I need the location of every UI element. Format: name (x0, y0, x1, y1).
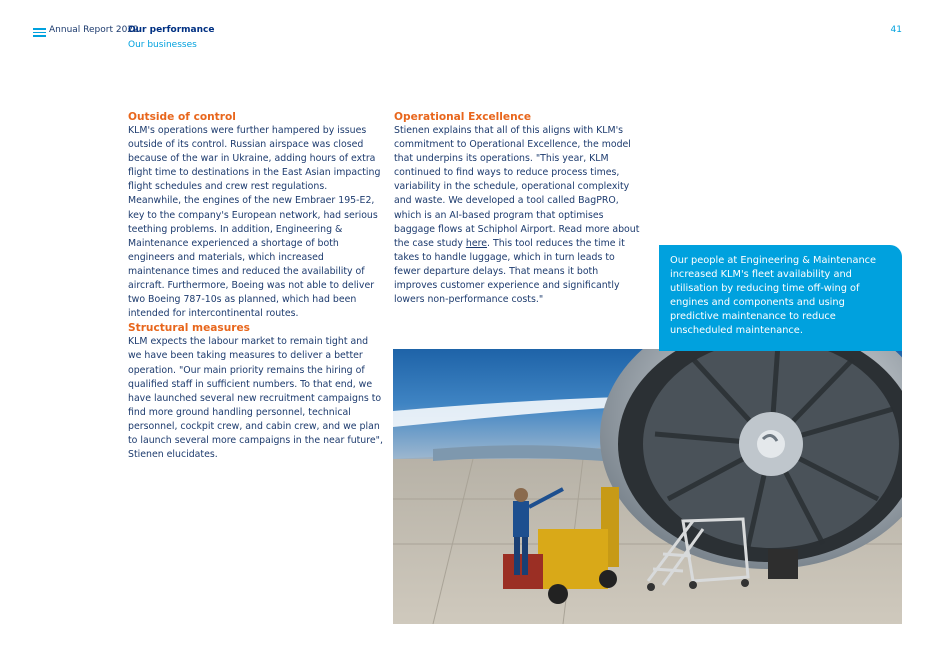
operational-excellence-body (394, 124, 640, 307)
engine-illustration (393, 349, 902, 624)
outside-of-control-heading: Outside of control (128, 111, 236, 123)
structural-measures-body: KLM expects the labour market to remain tight and we have been taking measures to deliver a better operation. "Our main priority remains the hiring of qualified staff in sufficient numbers. To that end, we have launched several new recruitment campaigns to find more ground handling personnel, technical personnel, cockpit crew, and cabin crew, and we plan to launch several more campaigns in the near future", Stienen elucidates. (128, 336, 383, 461)
operational-excellence-heading: Operational Excellence (394, 111, 532, 123)
left-column (128, 110, 383, 462)
callout-text: Our people at Engineering & Maintenance increased KLM's fleet availability and utilisation by reducing time off-wing of engines and components and using predictive maintenance to reduce unscheduled maintenance. (670, 255, 877, 337)
outside-of-control-body: KLM's operations were further hampered by issues outside of its control. Russian airspace was closed because of the war in Ukraine, adding hours of extra flight time to destinations in the East Asian impacting flight schedules and crew rest regulations. Meanwhile, the engines of the new Embraer 195-E2, key to the company's European network, had serious teething problems. In addition, Engineering & Maintenance experienced a shortage of both engineers and materials, which increased maintenance times and reduced the availability of aircraft. Furthermore, Boeing was not able to deliver two Boeing 787-10s as planned, which had been intended for intercontinental routes. (128, 125, 381, 320)
body-text-part: Stienen explains that all of this aligns with KLM's commitment to Operational Excellence, the model that underpins its operations. "This year, KLM continued to find ways to reduce process times, variability in the schedule, operational complexity and waste. We developed a tool called BagPRO, which is an AI-based program that optimises baggage flows at Schiphol Airport. Read more about the case study (394, 125, 640, 249)
menu-icon[interactable] (33, 28, 46, 37)
report-title[interactable]: Annual Report 2022 (49, 25, 139, 35)
section-title[interactable]: Our performance (128, 25, 215, 35)
body-text-part: . This tool reduces the time it takes to handle luggage, which in turn leads to fewer departure delays. That means it both improves customer experience and significantly lowers non-performance costs." (394, 237, 625, 306)
engine-photo (393, 349, 902, 624)
subsection-title[interactable]: Our businesses (128, 40, 197, 50)
page-number: 41 (890, 25, 902, 35)
right-column (394, 110, 640, 307)
structural-measures-heading: Structural measures (128, 322, 250, 335)
case-study-link[interactable]: here (465, 237, 488, 249)
callout-box (659, 245, 902, 351)
